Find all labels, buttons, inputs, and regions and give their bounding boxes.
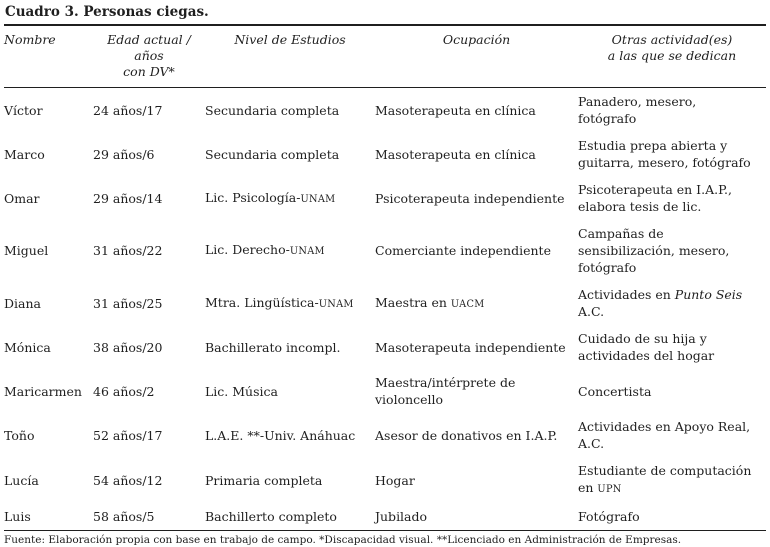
cell-ocupacion: Masoterapeuta en clínica <box>375 102 536 118</box>
cell-ocupacion: Maestra en UACM <box>375 294 485 310</box>
personas-ciegas-table <box>4 26 766 530</box>
cell-otras: Estudia prepa abierta y guitarra, mesero, fotógrafo <box>578 138 751 170</box>
col-header-edad <box>93 26 205 88</box>
cell-nivel: Secundaria completa <box>205 146 340 162</box>
cell-otras: Panadero, mesero, fotógrafo <box>578 94 697 126</box>
cell-edad: 29 años/14 <box>93 190 163 206</box>
cell-otras: Estudiante de computación en UPN <box>578 463 752 495</box>
col-header-otras-line1: Otras actividad(es) <box>611 32 733 47</box>
table-row-diana <box>4 281 766 325</box>
table-body <box>4 88 766 531</box>
cell-nombre: Toño <box>4 427 35 443</box>
cell-ocupacion: Psicoterapeuta independiente <box>375 190 565 206</box>
cell-nivel: Primaria completa <box>205 472 323 488</box>
cell-ocupacion: Asesor de donativos en I.A.P. <box>375 427 558 443</box>
table-row-victor <box>4 88 766 133</box>
col-header-edad-line1: Edad actual / años <box>107 32 191 63</box>
cell-nivel: Secundaria completa <box>205 102 340 118</box>
cell-otras: Psicoterapeuta en I.A.P., elabora tesis de lic. <box>578 182 732 214</box>
cell-nivel: Bachillerato incompl. <box>205 339 341 355</box>
cell-nivel: Mtra. Lingüística-UNAM <box>205 294 354 310</box>
cell-edad: 52 años/17 <box>93 427 163 443</box>
cell-otras: Actividades en Apoyo Real, A.C. <box>578 419 751 451</box>
table-row-maricarmen <box>4 369 766 413</box>
table-row-miguel <box>4 220 766 281</box>
cell-nivel: Lic. Derecho-UNAM <box>205 242 325 257</box>
table-row-luis <box>4 503 766 530</box>
header-row <box>4 26 766 88</box>
cell-ocupacion: Masoterapeuta en clínica <box>375 146 536 162</box>
cell-nombre: Marco <box>4 146 45 162</box>
cell-edad: 54 años/12 <box>93 472 163 488</box>
cell-nombre: Omar <box>4 190 40 206</box>
cell-nivel: Bachillerto completo <box>205 509 337 524</box>
table-header-row <box>4 26 766 88</box>
cell-ocupacion: Maestra/intérprete de violoncello <box>375 375 516 407</box>
col-header-otras-line2: a las que se dedican <box>607 48 737 63</box>
cell-edad: 58 años/5 <box>93 509 155 524</box>
source-note: Fuente: Elaboración propia con base en trabajo de campo. *Discapacidad visual. **Licenciado en Administración de Empresas. <box>4 530 766 547</box>
cell-nombre: Diana <box>4 295 41 311</box>
cell-nivel: Lic. Psicología-UNAM <box>205 189 336 205</box>
table-row-lucia <box>4 457 766 503</box>
table-row-omar <box>4 176 766 220</box>
col-header-edad-line2: con DV* <box>123 64 175 79</box>
col-header-nivel: Nivel de Estudios <box>205 26 375 88</box>
cell-otras: Concertista <box>578 383 652 399</box>
cell-edad: 46 años/2 <box>93 383 155 399</box>
cell-nombre: Víctor <box>4 102 43 118</box>
cell-nombre: Miguel <box>4 243 49 258</box>
cell-nombre: Maricarmen <box>4 383 82 399</box>
cell-otras: Cuidado de su hija y actividades del hogar <box>578 331 715 363</box>
cell-nivel: L.A.E. **-Univ. Anáhuac <box>205 427 356 443</box>
table-row-monica <box>4 325 766 369</box>
cell-nombre: Luis <box>4 509 31 524</box>
table-row-marco <box>4 132 766 176</box>
col-header-nombre: Nombre <box>4 26 93 88</box>
table-title: Cuadro 3. Personas ciegas. <box>4 2 766 26</box>
col-header-otras <box>578 26 766 88</box>
table-row-tono <box>4 413 766 457</box>
cell-edad: 38 años/20 <box>93 339 163 355</box>
cell-ocupacion: Masoterapeuta independiente <box>375 339 566 355</box>
cell-nombre: Lucía <box>4 472 39 488</box>
cell-otras: Campañas de sensibilización, mesero, fotógrafo <box>578 226 730 275</box>
cell-edad: 31 años/22 <box>93 243 163 258</box>
col-header-ocupacion: Ocupación <box>375 26 578 88</box>
cell-nivel: Lic. Música <box>205 383 278 399</box>
cell-edad: 29 años/6 <box>93 146 155 162</box>
cell-otras: Fotógrafo <box>578 509 640 524</box>
cell-ocupacion: Hogar <box>375 472 415 488</box>
cell-nombre: Mónica <box>4 339 51 355</box>
cell-ocupacion: Jubilado <box>375 509 428 524</box>
cell-edad: 31 años/25 <box>93 295 163 311</box>
cell-otras: Actividades en Punto Seis A.C. <box>578 287 743 319</box>
cell-edad: 24 años/17 <box>93 102 163 118</box>
cell-ocupacion: Comerciante independiente <box>375 243 551 258</box>
